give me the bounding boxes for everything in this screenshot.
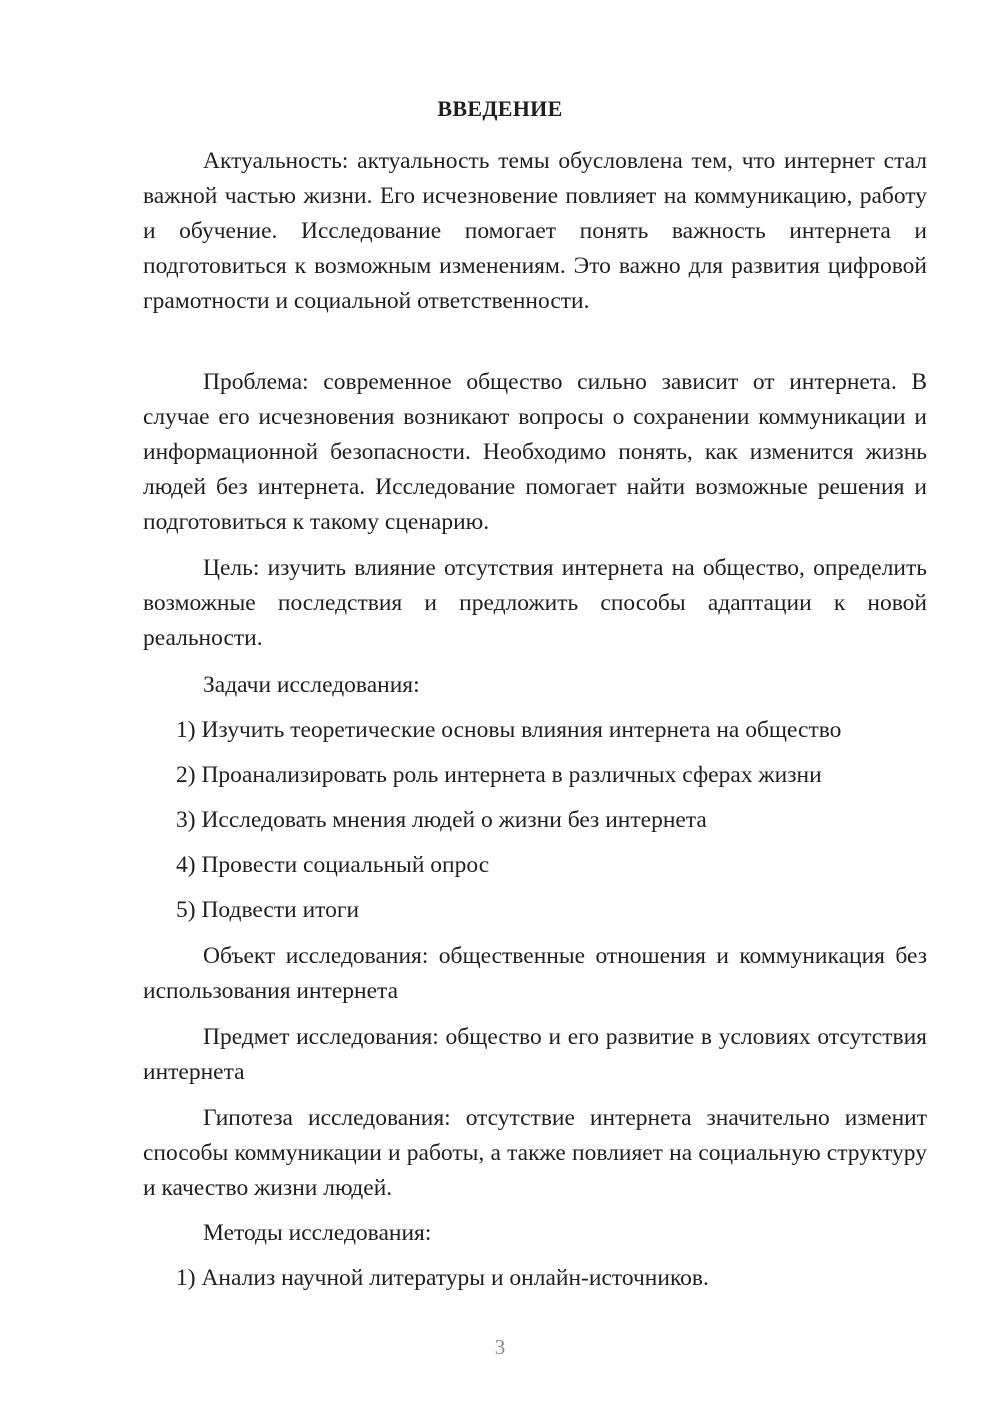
page-title: ВВЕДЕНИЕ — [437, 96, 563, 121]
task-item: 3) Исследовать мнения людей о жизни без интернета — [176, 807, 707, 833]
relevance-paragraph: Актуальность: актуальность темы обусловлена тем, что интернет стал важной частью жизни. Его исчезновение повлияет на коммуникацию, работу и обучение. Исследование помогает понять важность интернета и подготовиться к возможным изменениям. Это важно для развития цифровой грамотности и социальной ответственности. — [143, 148, 927, 314]
methods-heading: Методы исследования: — [203, 1220, 432, 1246]
object-paragraph: Объект исследования: общественные отношения и коммуникация без использования интернета — [143, 943, 927, 1004]
task-item: 4) Провести социальный опрос — [176, 852, 490, 878]
hypothesis-paragraph: Гипотеза исследования: отсутствие интернета значительно изменит способы коммуникации и работы, а также повлияет на социальную структуру и качество жизни людей. — [143, 1105, 927, 1201]
task-item: 5) Подвести итоги — [176, 897, 360, 923]
goal-paragraph: Цель: изучить влияние отсутствия интернета на общество, определить возможные последствия и предложить способы адаптации к новой реальности. — [143, 555, 927, 651]
tasks-heading: Задачи исследования: — [203, 672, 420, 698]
task-item: 2) Проанализировать роль интернета в различных сферах жизни — [176, 762, 822, 788]
method-item: 1) Анализ научной литературы и онлайн-источников. — [176, 1265, 709, 1291]
page-number: 3 — [494, 1335, 506, 1359]
problem-paragraph: Проблема: современное общество сильно зависит от интернета. В случае его исчезновения возникают вопросы о сохранении коммуникации и информационной безопасности. Необходимо понять, как изменится жизнь людей без интернета. Исследование помогает найти возможные решения и подготовиться к такому сценарию. — [143, 369, 927, 535]
task-item: 1) Изучить теоретические основы влияния интернета на общество — [176, 717, 842, 743]
subject-paragraph: Предмет исследования: общество и его развитие в условиях отсутствия интернета — [143, 1024, 927, 1085]
